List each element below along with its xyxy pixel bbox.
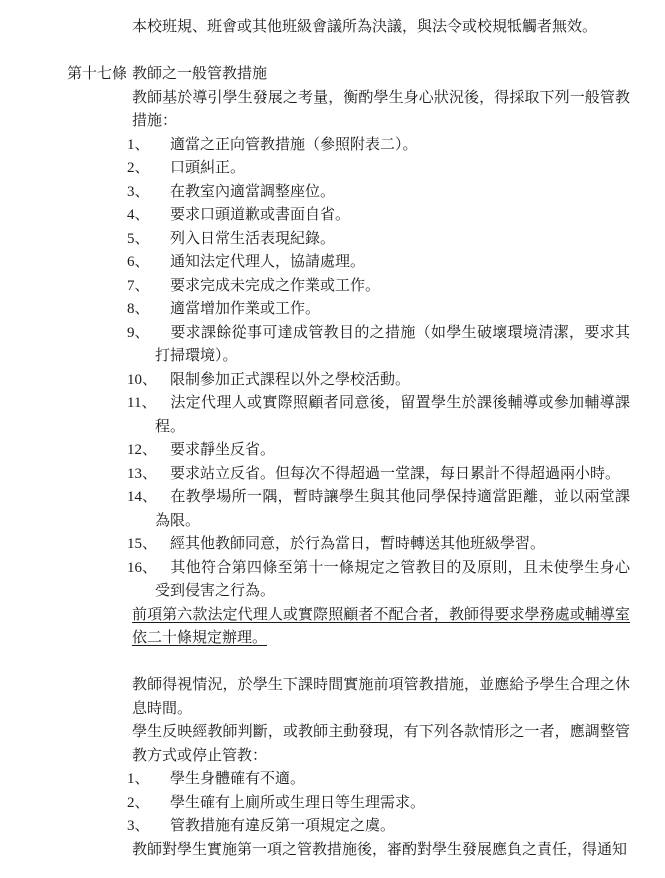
measures-list: [127, 134, 630, 604]
measure-text: 限制參加正式課程以外之學校活動。: [170, 371, 411, 388]
article-number: 第十七條: [67, 66, 128, 82]
measure-item: [127, 134, 630, 158]
article-title: 教師之一般管教措施: [132, 66, 268, 82]
measure-number: 7、: [127, 277, 150, 294]
measure-text: 在教室內適當調整座位。: [170, 183, 336, 200]
measure-number: 16、: [127, 559, 158, 576]
measure-number: 1、: [127, 136, 150, 153]
measure-item: [127, 369, 630, 393]
intro-paragraph: 本校班規、班會或其他班級會議所為決議，與法令或校規牴觸者無效。: [132, 19, 598, 35]
measure-text: 要求口頭道歉或書面自省。: [170, 207, 351, 223]
measure-item: [127, 557, 630, 604]
measure-text: 在教學場所一隅，暫時讓學生與其他同學保持適當距離，並以兩堂課為限。: [155, 489, 630, 529]
condition-text: 學生確有上廁所或生理日等生理需求。: [170, 794, 426, 811]
condition-number: 3、: [127, 818, 150, 834]
measure-number: 2、: [127, 160, 150, 176]
measure-number: 6、: [127, 254, 150, 270]
condition-item: [127, 792, 630, 816]
measure-number: 12、: [127, 442, 158, 458]
measure-item: [127, 275, 630, 299]
measure-text: 要求完成未完成之作業或工作。: [170, 277, 381, 294]
measure-number: 4、: [127, 207, 150, 223]
measure-item: [127, 486, 630, 533]
article-paragraph-3: 學生反映經教師判斷，或教師主動發現，有下列各款情形之一者，應調整管教方式或停止管教：: [132, 724, 630, 764]
article-paragraph-2: 教師得視情況，於學生下課時間實施前項管教措施，並應給予學生合理之休息時間。: [132, 677, 630, 717]
measure-item: [127, 533, 630, 557]
article-body: [127, 87, 630, 863]
condition-item: [127, 768, 630, 792]
measure-item: [127, 181, 630, 205]
article-heading: [67, 63, 665, 87]
measure-text: 適當之正向管教措施（參照附表二）。: [170, 136, 418, 153]
measure-number: 5、: [127, 230, 150, 247]
measure-item: [127, 298, 630, 322]
measure-text: 法定代理人或實際照顧者同意後，留置學生於課後輔導或參加輔導課程。: [155, 395, 630, 435]
measure-number: 15、: [127, 536, 158, 552]
article-paragraph-1: 教師基於導引學生發展之考量，衡酌學生身心狀況後，得採取下列一般管教措施：: [132, 89, 630, 129]
measure-item: [127, 392, 630, 439]
measure-number: 3、: [127, 183, 150, 200]
measure-number: 8、: [127, 301, 150, 317]
measure-text: 列入日常生活表現紀錄。: [170, 230, 336, 247]
condition-text: 管教措施有違反第一項規定之虞。: [170, 818, 396, 834]
measure-text: 要求站立反省。但每次不得超過一堂課，每日累計不得超過兩小時。: [170, 465, 621, 482]
measure-item: [127, 204, 630, 228]
measure-item: [127, 439, 630, 463]
measure-text: 通知法定代理人，協請處理。: [170, 254, 366, 270]
underlined-note: 前項第六款法定代理人或實際照顧者不配合者，教師得要求學務處或輔導室依二十條規定辦理。: [132, 606, 630, 646]
measure-item: [127, 322, 630, 369]
measure-text: 經其他教師同意，於行為當日，暫時轉送其他班級學習。: [170, 536, 546, 552]
measure-number: 10、: [127, 371, 158, 388]
measure-number: 11、: [127, 395, 157, 411]
condition-item: [127, 815, 630, 839]
measure-item: [127, 157, 630, 181]
measure-text: 適當增加作業或工作。: [170, 301, 321, 317]
measure-number: 9、: [127, 324, 150, 341]
measure-number: 14、: [127, 489, 158, 505]
measure-text: 要求課餘從事可達成管教目的之措施（如學生破壞環境清潔，要求其打掃環境）。: [155, 324, 630, 364]
condition-number: 2、: [127, 794, 150, 811]
measure-text: 要求靜坐反省。: [170, 442, 276, 458]
measure-item: [127, 251, 630, 275]
closing-paragraph: 教師對學生實施第一項之管教措施後，審酌對學生發展應負之責任，得通知: [132, 841, 628, 858]
condition-number: 1、: [127, 771, 150, 787]
measure-number: 13、: [127, 465, 158, 482]
measure-item: [127, 463, 630, 487]
condition-text: 學生身體確有不適。: [170, 771, 306, 787]
conditions-list: [127, 768, 630, 839]
measure-item: [127, 228, 630, 252]
measure-text: 其他符合第四條至第十一條規定之管教目的及原則，且未使學生身心受到侵害之行為。: [155, 559, 630, 599]
measure-text: 口頭糾正。: [170, 160, 246, 176]
